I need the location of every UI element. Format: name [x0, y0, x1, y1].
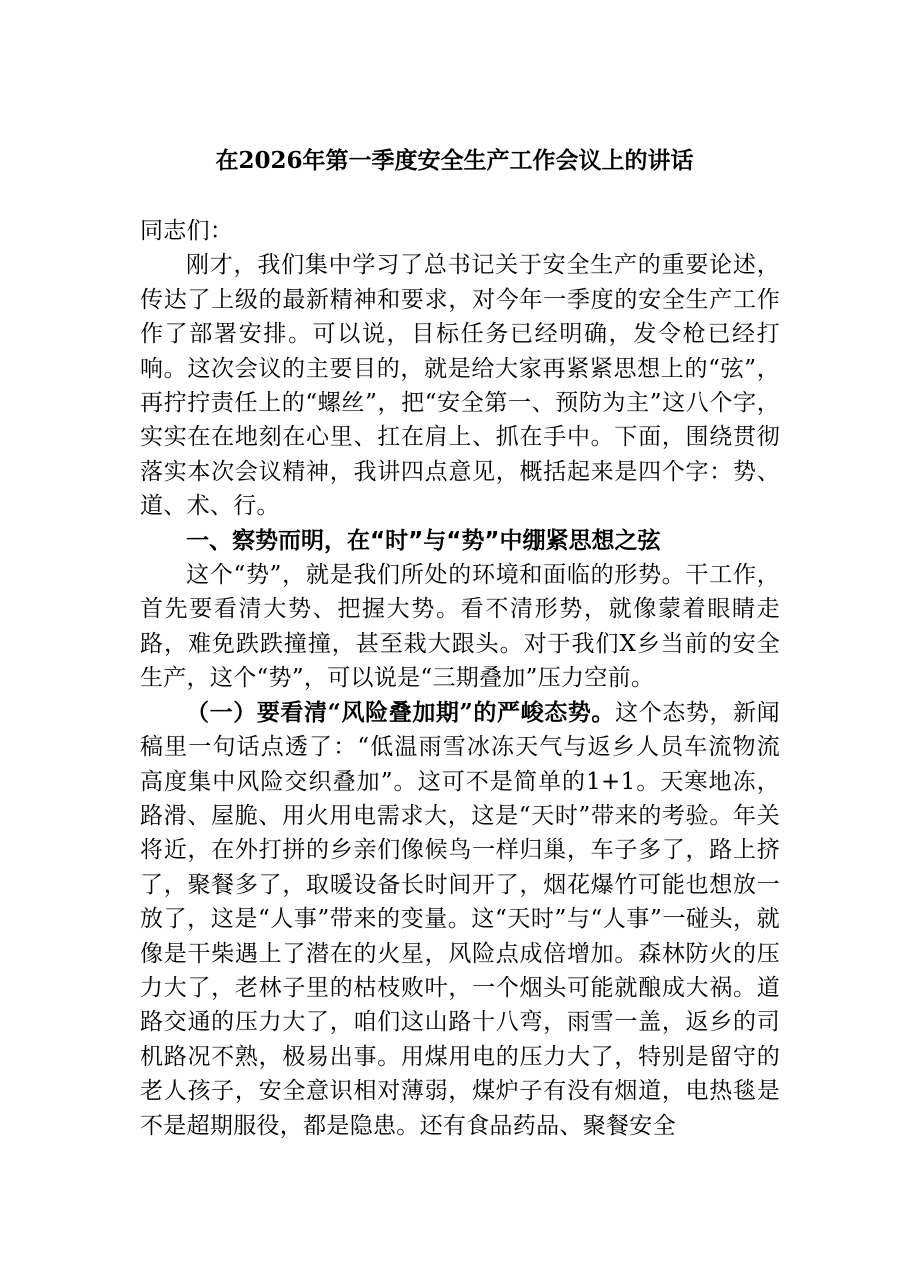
- greeting: 同志们：: [140, 218, 234, 244]
- subheading-risk-period: （一）要看清“风险叠加期”的严峻态势。: [186, 698, 616, 726]
- paragraph-risk-period-text: 这个态势，新闻稿里一句话点透了：“低温雨雪冰冻天气与返乡人员车流物流高度集中风险交织叠加”。这可不是简单的1+1。天寒地冻，路滑、屋脆、用火用电需求大，这是“天时”带来的考验。年关将近，在外打拼的乡亲们像候鸟一样归巢，车子多了，路上挤了，聚餐多了，取暖设备长时间开了，烟花爆竹可能也想放一放了，这是“人事”带来的变量。这“天时”与“人事”一碰头，就像是干柴遇上了潜在的火星，风险点成倍增加。森林防火的压力大了，老林子里的枯枝败叶，一个烟头可能就酿成大祸。道路交通的压力大了，咱们这山路十八弯，雨雪一盖，返乡的司机路况不熟，极易出事。用煤用电的压力大了，特别是留守的老人孩子，安全意识相对薄弱，煤炉子有没有烟道，电热毯是不是超期服役，都是隐患。还有食品药品、聚餐安全: [140, 699, 780, 1139]
- document-title: 在2026年第一季度安全生产工作会议上的讲话: [215, 147, 694, 174]
- paragraph-intro: 刚才，我们集中学习了总书记关于安全生产的重要论述，传达了上级的最新精神和要求，对今年一季度的安全生产工作作了部署安排。可以说，目标任务已经明确，发令枪已经打响。这次会议的主要目的，就是给大家再紧紧思想上的“弦”，再拧拧责任上的“螺丝”，把“安全第一、预防为主”这八个字，实实在在地刻在心里、扛在肩上、抓在手中。下面，围绕贯彻落实本次会议精神，我讲四点意见，概括起来是四个字：势、道、术、行。: [140, 252, 780, 520]
- paragraph-situation: 这个“势”，就是我们所处的环境和面临的形势。干工作，首先要看清大势、把握大势。看不清形势，就像蒙着眼睛走路，难免跌跌撞撞，甚至栽大跟头。对于我们X乡当前的安全生产，这个“势”，可以说是“三期叠加”压力空前。: [140, 562, 780, 692]
- paragraph-risk-period: [140, 696, 780, 1143]
- document-body: [140, 214, 780, 1143]
- section-heading-1: 一、察势而明，在“时”与“势”中绷紧思想之弦: [186, 527, 661, 554]
